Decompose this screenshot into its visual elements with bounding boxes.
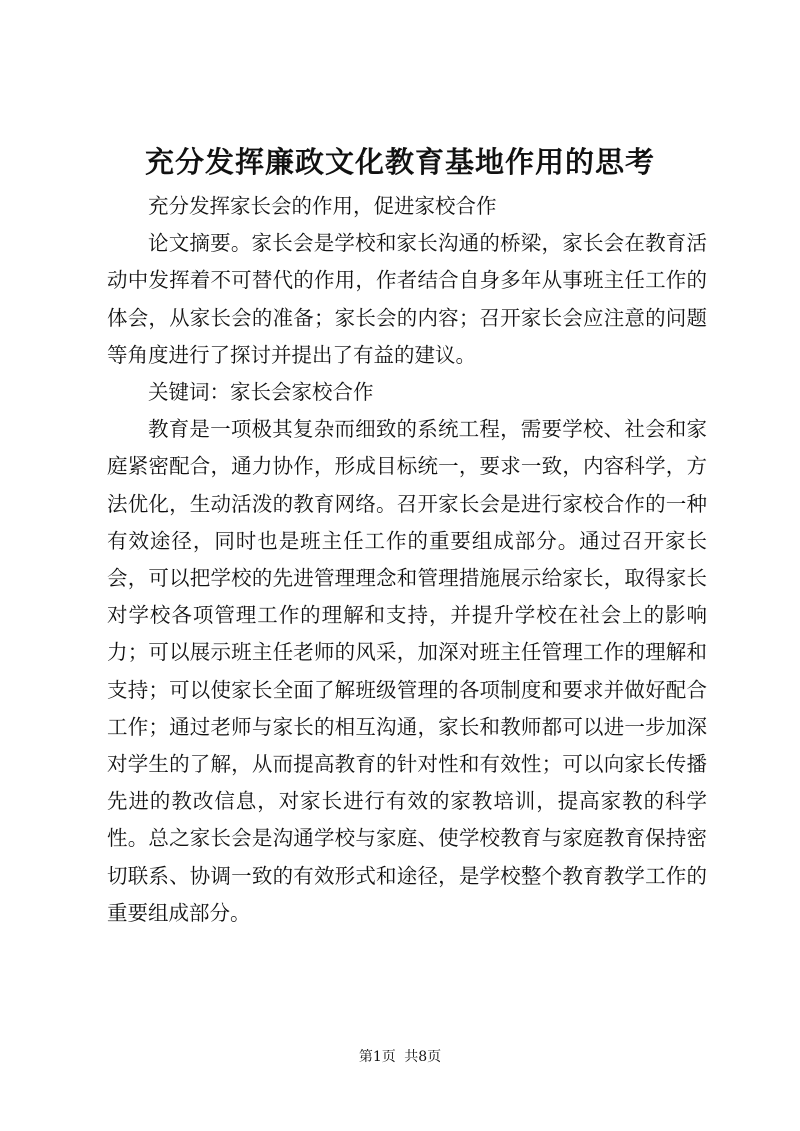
page-total: 共8页: [404, 1049, 442, 1065]
page-number: 第1页: [358, 1049, 396, 1065]
page-footer: [0, 1047, 800, 1067]
page-title: 充分发挥廉政文化教育基地作用的思考: [144, 145, 655, 179]
document-body: [107, 188, 707, 932]
abstract-paragraph: 论文摘要。家长会是学校和家长沟通的桥梁，家长会在教育活动中发挥着不可替代的作用，作者结合自身多年从事班主任工作的体会，从家长会的准备；家长会的内容；召开家长会应注意的问题等角度进行了探讨并提出了有益的建议。: [107, 231, 707, 367]
subtitle-paragraph: 充分发挥家长会的作用，促进家校合作: [148, 194, 497, 218]
body-paragraph: 教育是一项极其复杂而细致的系统工程，需要学校、社会和家庭紧密配合，通力协作，形成目标统一，要求一致，内容科学，方法优化，生动活泼的教育网络。召开家长会是进行家校合作的一种有效途径，同时也是班主任工作的重要组成部分。通过召开家长会，可以把学校的先进管理理念和管理措施展示给家长，取得家长对学校各项管理工作的理解和支持，并提升学校在社会上的影响力；可以展示班主任老师的风采，加深对班主任管理工作的理解和支持；可以使家长全面了解班级管理的各项制度和要求并做好配合工作；通过老师与家长的相互沟通，家长和教师都可以进一步加深对学生的了解，从而提高教育的针对性和有效性；可以向家长传播先进的教改信息，对家长进行有效的家教培训，提高家教的科学性。总之家长会是沟通学校与家庭、使学校教育与家庭教育保持密切联系、协调一致的有效形式和途径，是学校整个教育教学工作的重要组成部分。: [107, 417, 707, 925]
keywords-paragraph: 关键词：家长会家校合作: [148, 380, 374, 405]
